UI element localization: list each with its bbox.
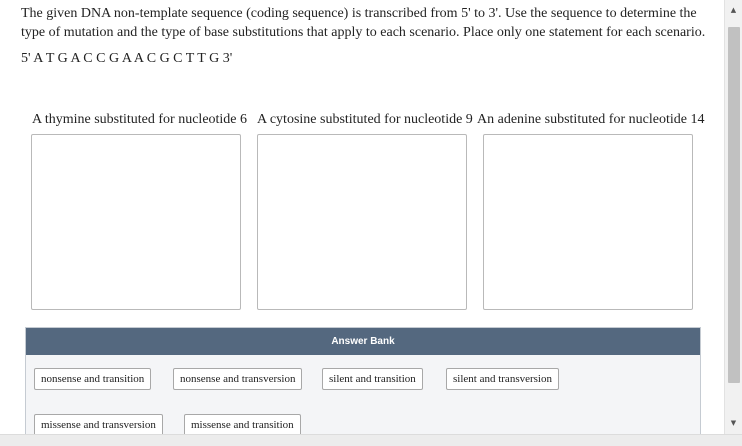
dna-sequence: 5' A T G A C C G A A C G C T T G 3' xyxy=(21,51,233,66)
scenario-drop-zone-1[interactable] xyxy=(31,134,241,310)
answer-chip-nonsense-transversion[interactable]: nonsense and transversion xyxy=(173,368,302,390)
answer-chip-missense-transversion[interactable]: missense and transversion xyxy=(34,414,163,434)
scenario-drop-zone-2[interactable] xyxy=(257,134,467,310)
scroll-up-arrow-icon[interactable]: ▲ xyxy=(730,6,737,14)
scenario-label-2: A cytosine substituted for nucleotide 9 xyxy=(257,112,473,127)
answer-chip-missense-transition[interactable]: missense and transition xyxy=(184,414,301,434)
question-instructions: The given DNA non-template sequence (coding sequence) is transcribed from 5' to 3'. Use the sequence to determine the type of mutation and the type of base substitutions that apply to each scenario. Place only one statement for each scenario. xyxy=(21,6,706,40)
scroll-down-arrow-icon[interactable]: ▼ xyxy=(730,419,737,427)
answer-bank-title: Answer Bank xyxy=(26,328,700,355)
scenario-label-3: An adenine substituted for nucleotide 14 xyxy=(477,112,705,127)
answer-bank xyxy=(25,327,701,434)
vertical-scrollbar[interactable] xyxy=(724,0,742,434)
answer-chip-silent-transversion[interactable]: silent and transversion xyxy=(446,368,559,390)
answer-chip-silent-transition[interactable]: silent and transition xyxy=(322,368,423,390)
answer-chip-nonsense-transition[interactable]: nonsense and transition xyxy=(34,368,151,390)
scrollbar-thumb[interactable] xyxy=(728,27,740,383)
horizontal-scrollbar[interactable] xyxy=(0,434,742,446)
scenario-label-1: A thymine substituted for nucleotide 6 xyxy=(32,112,248,127)
scenario-drop-zone-3[interactable] xyxy=(483,134,693,310)
